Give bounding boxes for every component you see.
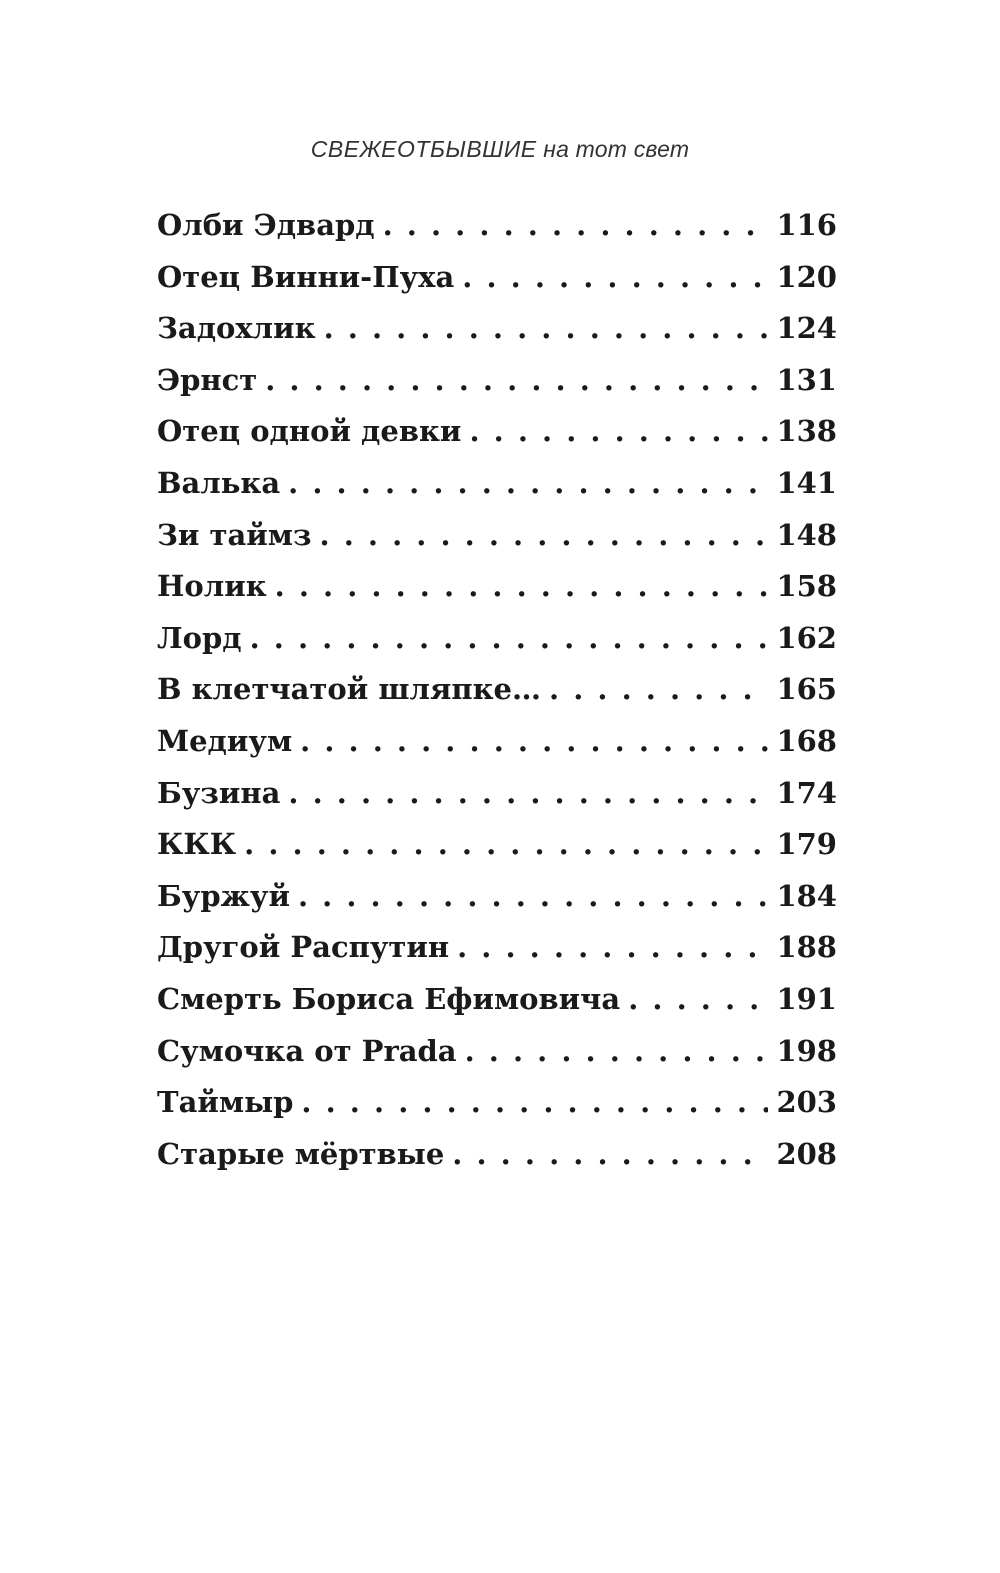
toc-entry-page-number: 158 bbox=[776, 569, 837, 604]
toc-entry bbox=[157, 768, 837, 820]
running-head-caps: СВЕЖЕОТБЫВШИЕ bbox=[310, 136, 537, 162]
toc-entry bbox=[157, 252, 837, 304]
table-of-contents bbox=[157, 200, 837, 1180]
toc-entry-title: Таймыр bbox=[157, 1085, 294, 1120]
dot-leader bbox=[301, 1077, 768, 1129]
dot-leader bbox=[469, 406, 768, 458]
toc-entry-title: Задохлик bbox=[157, 311, 316, 346]
toc-entry bbox=[157, 871, 837, 923]
toc-entry bbox=[157, 974, 837, 1026]
dot-leader bbox=[457, 922, 768, 974]
toc-entry bbox=[157, 1129, 837, 1181]
toc-entry-page-number: 191 bbox=[776, 981, 837, 1016]
dot-leader bbox=[324, 303, 769, 355]
toc-entry-title: Отец Винни-Пуха bbox=[157, 259, 455, 294]
toc-entry-page-number: 131 bbox=[776, 362, 837, 397]
toc-entry bbox=[157, 1077, 837, 1129]
toc-entry bbox=[157, 303, 837, 355]
toc-entry-title: ККК bbox=[157, 827, 237, 862]
dot-leader bbox=[549, 664, 768, 716]
toc-entry-title: Олби Эдвард bbox=[157, 208, 375, 242]
dot-leader bbox=[320, 510, 769, 562]
toc-entry-title: Нолик bbox=[157, 569, 267, 604]
toc-entry-page-number: 184 bbox=[776, 878, 837, 913]
toc-entry-page-number: 120 bbox=[776, 259, 837, 294]
toc-entry bbox=[157, 355, 837, 407]
toc-entry-page-number: 162 bbox=[776, 620, 837, 655]
running-head bbox=[0, 136, 1000, 163]
dot-leader bbox=[462, 252, 768, 304]
toc-entry-title: Медиум bbox=[157, 723, 293, 758]
toc-entry-page-number: 208 bbox=[776, 1136, 837, 1171]
dot-leader bbox=[628, 974, 768, 1026]
toc-entry-title: Эрнст bbox=[157, 362, 258, 397]
toc-entry-page-number: 198 bbox=[776, 1033, 837, 1068]
toc-entry-title: Смерть Бориса Ефимовича bbox=[157, 981, 621, 1016]
toc-entry-page-number: 174 bbox=[776, 775, 837, 810]
toc-entry bbox=[157, 458, 837, 510]
toc-entry-title: Старые мёртвые bbox=[157, 1136, 445, 1171]
dot-leader bbox=[300, 716, 768, 768]
dot-leader bbox=[383, 200, 769, 252]
toc-entry bbox=[157, 406, 837, 458]
toc-entry bbox=[157, 561, 837, 613]
toc-entry bbox=[157, 510, 837, 562]
toc-entry-title: Лорд bbox=[157, 620, 242, 655]
toc-entry-title: Зи таймз bbox=[157, 517, 312, 552]
toc-entry-title: В клетчатой шляпке… bbox=[157, 672, 542, 707]
dot-leader bbox=[275, 561, 769, 613]
dot-leader bbox=[244, 819, 768, 871]
toc-entry-title: Буржуй bbox=[157, 878, 290, 913]
toc-entry bbox=[157, 613, 837, 665]
running-head-rest: на тот свет bbox=[543, 136, 690, 162]
toc-entry bbox=[157, 664, 837, 716]
toc-entry-page-number: 188 bbox=[776, 930, 837, 965]
toc-entry-page-number: 179 bbox=[776, 827, 837, 862]
dot-leader bbox=[265, 355, 768, 407]
toc-entry-page-number: 124 bbox=[776, 311, 837, 346]
toc-entry bbox=[157, 819, 837, 871]
toc-entry bbox=[157, 716, 837, 768]
toc-entry-page-number: 168 bbox=[776, 723, 837, 758]
toc-entry-title: Другой Распутин bbox=[157, 930, 450, 965]
dot-leader bbox=[288, 458, 768, 510]
toc-entry-title: Бузина bbox=[157, 775, 281, 810]
dot-leader bbox=[452, 1129, 768, 1181]
toc-entry-title: Сумочка от Prada bbox=[157, 1033, 457, 1068]
dot-leader bbox=[465, 1026, 769, 1078]
toc-entry-page-number: 138 bbox=[776, 414, 837, 449]
dot-leader bbox=[250, 613, 769, 665]
toc-entry-page-number: 141 bbox=[776, 465, 837, 500]
dot-leader bbox=[288, 768, 768, 820]
toc-entry-page-number: 148 bbox=[776, 517, 837, 552]
toc-entry-page-number: 116 bbox=[776, 208, 837, 242]
toc-entry-page-number: 165 bbox=[776, 672, 837, 707]
toc-entry bbox=[157, 1026, 837, 1078]
toc-entry-title: Валька bbox=[157, 465, 281, 500]
toc-entry-title: Отец одной девки bbox=[157, 414, 462, 449]
toc-entry-page-number: 203 bbox=[776, 1085, 837, 1120]
dot-leader bbox=[298, 871, 768, 923]
toc-entry bbox=[157, 922, 837, 974]
toc-entry bbox=[157, 200, 837, 252]
